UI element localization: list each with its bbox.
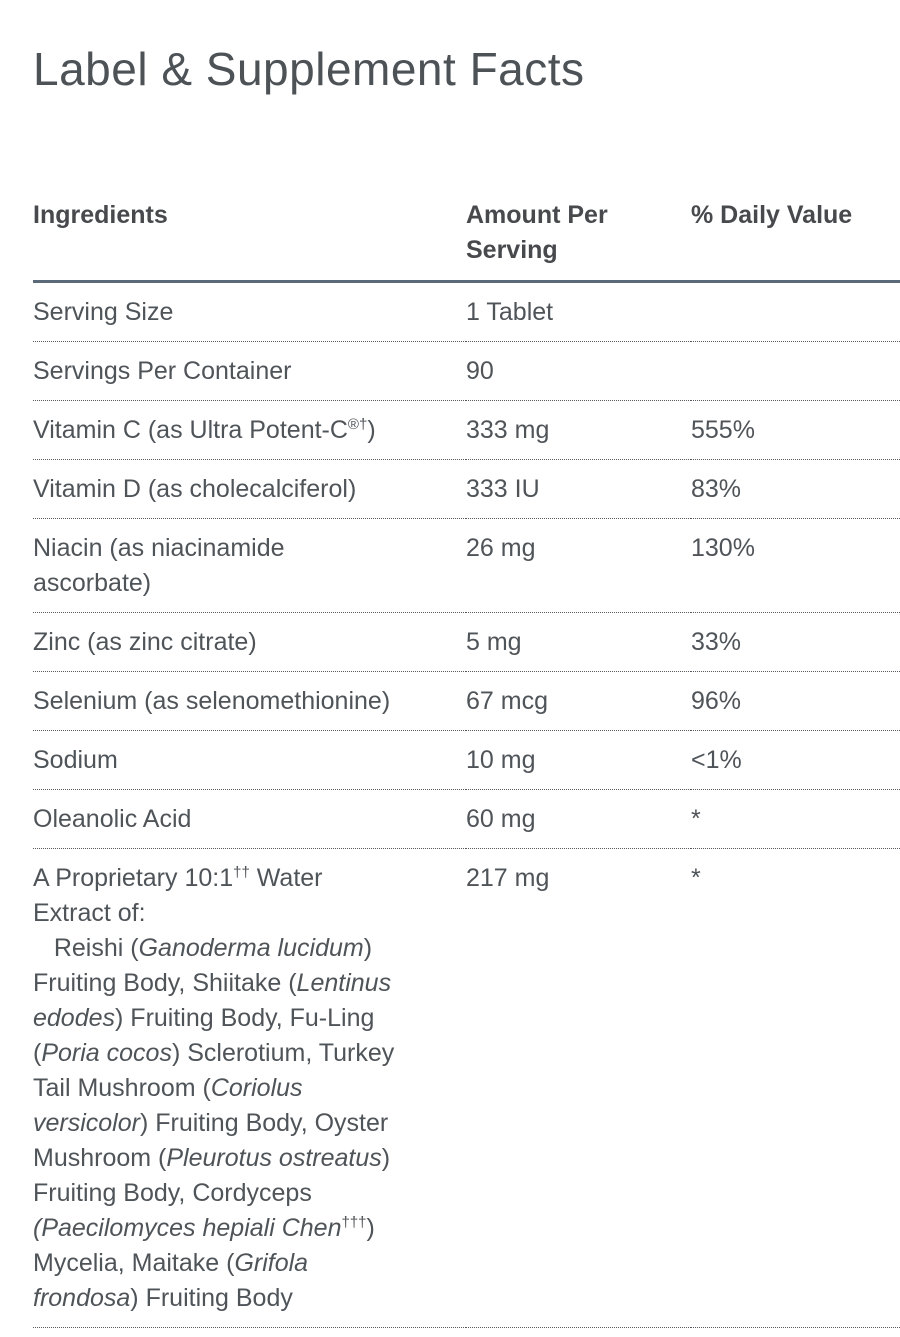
latin-name: versicolor [33, 1109, 140, 1137]
ingredient-text: Oleanolic Acid [33, 805, 192, 833]
daily-value-cell: <1% [691, 731, 900, 790]
ingredient-text: A Proprietary 10:1 [33, 864, 234, 892]
latin-name: (Paecilomyces hepiali Chen [33, 1214, 342, 1242]
latin-name: Pleurotus ostreatus [166, 1144, 382, 1172]
ingredient-text: ) [381, 1144, 391, 1172]
ingredient-cell [33, 342, 466, 401]
daily-value-cell: 96% [691, 672, 900, 731]
table-row [33, 613, 900, 672]
ingredient-text: ) [366, 1214, 375, 1242]
header-amount-per-serving: Amount Per Serving [466, 198, 691, 282]
amount-cell: 90 [466, 342, 691, 401]
ingredient-text: Mushroom ( [33, 1144, 167, 1172]
amount-cell: 10 mg [466, 731, 691, 790]
supplement-facts-page [0, 40, 900, 1337]
ingredient-text: ) [367, 416, 376, 444]
latin-name: Coriolus [210, 1074, 303, 1102]
amount-cell: 5 mg [466, 613, 691, 672]
latin-name: frondosa [33, 1284, 131, 1312]
ingredient-text: Tail Mushroom ( [33, 1074, 211, 1102]
ingredient-cell [33, 401, 466, 460]
ingredient-text: ) Fruiting Body, Fu-Ling [115, 1004, 375, 1032]
ingredient-text: Niacin (as niacinamide [33, 534, 285, 562]
ingredient-cell [33, 460, 466, 519]
ingredient-text: ) Sclerotium, Turkey [171, 1039, 395, 1067]
daily-value-cell: * [691, 849, 900, 1328]
latin-name: Lentinus [296, 969, 392, 997]
ingredient-text: Water [249, 864, 323, 892]
ingredient-text: Extract of: [33, 899, 146, 927]
ingredient-text: Vitamin C (as Ultra Potent-C [33, 416, 348, 444]
daily-value-cell [691, 282, 900, 342]
amount-cell: 26 mg [466, 519, 691, 613]
daily-value-cell: 130% [691, 519, 900, 613]
ingredient-cell [33, 519, 466, 613]
header-ingredients: Ingredients [33, 198, 466, 282]
amount-cell: 1 Tablet [466, 282, 691, 342]
table-row [33, 519, 900, 613]
ingredient-text: Selenium (as selenomethionine) [33, 687, 391, 715]
table-row [33, 849, 900, 1328]
superscript-marker: ††† [341, 1214, 367, 1231]
ingredient-text: Vitamin D (as cholecalciferol) [33, 475, 357, 503]
table-header-row [33, 198, 900, 282]
ingredient-text: Zinc (as zinc citrate) [33, 628, 257, 656]
latin-name: edodes [33, 1004, 116, 1032]
ingredient-text: Mycelia, Maitake ( [33, 1249, 235, 1277]
ingredient-cell [33, 790, 466, 849]
supplement-facts-table [33, 198, 900, 1328]
table-row [33, 672, 900, 731]
header-daily-value: % Daily Value [691, 198, 900, 282]
daily-value-cell [691, 342, 900, 401]
daily-value-cell: 33% [691, 613, 900, 672]
table-row [33, 342, 900, 401]
superscript-marker: ®† [347, 416, 368, 433]
table-body [33, 282, 900, 1328]
amount-cell: 217 mg [466, 849, 691, 1328]
ingredient-text: Fruiting Body, Cordyceps [33, 1179, 312, 1207]
table-row [33, 460, 900, 519]
ingredient-cell [33, 613, 466, 672]
amount-cell: 67 mcg [466, 672, 691, 731]
table-row [33, 282, 900, 342]
latin-name: Ganoderma lucidum [138, 934, 364, 962]
ingredient-text: Reishi ( [33, 934, 139, 962]
ingredient-cell [33, 849, 466, 1328]
latin-name: Poria cocos [41, 1039, 172, 1067]
table-row [33, 401, 900, 460]
amount-cell: 333 mg [466, 401, 691, 460]
table-row [33, 790, 900, 849]
ingredient-text: Fruiting Body, Shiitake ( [33, 969, 297, 997]
ingredient-text: ) Fruiting Body, Oyster [139, 1109, 389, 1137]
page-title: Label & Supplement Facts [33, 43, 585, 95]
amount-cell: 333 IU [466, 460, 691, 519]
ingredient-text: ) [363, 934, 373, 962]
ingredient-cell [33, 282, 466, 342]
ingredient-cell [33, 672, 466, 731]
ingredient-text: ( [33, 1039, 42, 1067]
daily-value-cell: 83% [691, 460, 900, 519]
ingredient-text: Serving Size [33, 298, 174, 326]
daily-value-cell: * [691, 790, 900, 849]
amount-cell: 60 mg [466, 790, 691, 849]
table-row [33, 731, 900, 790]
ingredient-text: ) Fruiting Body [130, 1284, 293, 1312]
superscript-marker: †† [233, 864, 250, 881]
ingredient-text: ascorbate) [33, 569, 152, 597]
daily-value-cell: 555% [691, 401, 900, 460]
ingredient-text: Sodium [33, 746, 118, 774]
ingredient-text: Servings Per Container [33, 357, 292, 385]
ingredient-cell [33, 731, 466, 790]
latin-name: Grifola [234, 1249, 309, 1277]
